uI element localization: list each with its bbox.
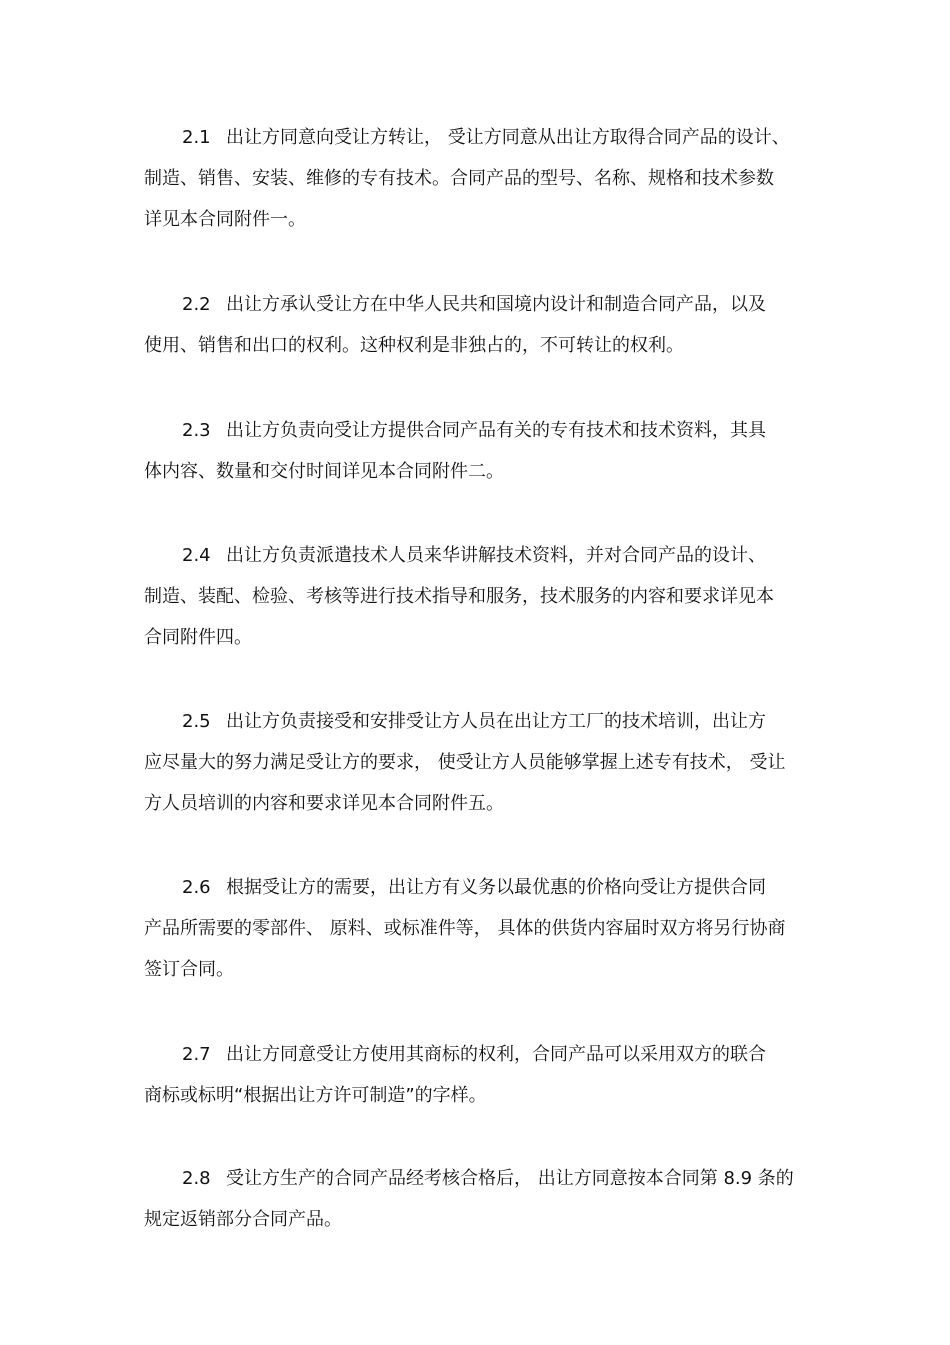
clause-number: 2.7	[182, 1044, 211, 1065]
clause-line: 使用、销售和出口的权利。这种权利是非独占的，不可转让的权利。	[144, 335, 684, 356]
clause-line: 合同附件四。	[144, 627, 252, 648]
clause-line: 制造、销售、安装、维修的专有技术。合同产品的型号、名称、规格和技术参数	[144, 168, 774, 189]
clause-number: 2.2	[182, 294, 211, 315]
clause-line: 详见本合同附件一。	[144, 209, 306, 230]
clause-2-1	[144, 126, 844, 249]
clause-text: 出让方承认受让方在中华人民共和国境内设计和制造合同产品，以及	[226, 294, 766, 315]
clause-number: 2.4	[182, 545, 211, 566]
clause-line: 规定返销部分合同产品。	[144, 1209, 342, 1230]
clause-text: 出让方负责接受和安排受让方人员在出让方工厂的技术培训，出让方	[226, 711, 766, 732]
clause-2-6	[144, 876, 844, 999]
clause-line: 制造、装配、检验、考核等进行技术指导和服务，技术服务的内容和要求详见本	[144, 586, 774, 607]
clause-text: 出让方同意受让方使用其商标的权利，合同产品可以采用双方的联合	[226, 1044, 766, 1065]
clause-line: 商标或标明“根据出让方许可制造”的字样。	[144, 1085, 487, 1106]
clause-line: 产品所需要的零部件、 原料、或标准件等， 具体的供货内容届时双方将另行协商	[144, 918, 786, 939]
clause-number: 2.8	[182, 1168, 211, 1189]
clause-number: 2.1	[182, 127, 211, 148]
clause-line: 签订合同。	[144, 959, 234, 980]
clause-2-3	[144, 419, 844, 501]
clause-line	[144, 126, 844, 167]
clause-2-4	[144, 544, 844, 667]
clause-line	[144, 1043, 844, 1084]
clause-text: 出让方负责向受让方提供合同产品有关的专有技术和技术资料，其具	[226, 420, 766, 441]
clause-text: 受让方生产的合同产品经考核合格后， 出让方同意按本合同第 8.9 条的	[226, 1168, 794, 1189]
clause-text: 根据受让方的需要，出让方有义务以最优惠的价格向受让方提供合同	[226, 877, 766, 898]
clause-line	[144, 544, 844, 585]
clause-line: 应尽量大的努力满足受让方的要求， 使受让方人员能够掌握上述专有技术， 受让	[144, 752, 786, 773]
clause-line	[144, 1167, 844, 1208]
clause-2-2	[144, 293, 844, 375]
clause-line: 方人员培训的内容和要求详见本合同附件五。	[144, 793, 504, 814]
clause-2-5	[144, 710, 844, 833]
clause-line	[144, 293, 844, 334]
clause-2-8	[144, 1167, 844, 1249]
clause-number: 2.3	[182, 420, 211, 441]
clause-2-7	[144, 1043, 844, 1125]
clause-number: 2.6	[182, 877, 211, 898]
clause-line	[144, 710, 844, 751]
clause-text: 出让方负责派遣技术人员来华讲解技术资料，并对合同产品的设计、	[226, 545, 766, 566]
clause-number: 2.5	[182, 711, 211, 732]
clause-line: 体内容、数量和交付时间详见本合同附件二。	[144, 461, 504, 482]
clause-line	[144, 876, 844, 917]
clause-text: 出让方同意向受让方转让， 受让方同意从出让方取得合同产品的设计、	[226, 127, 790, 148]
clause-line	[144, 419, 844, 460]
